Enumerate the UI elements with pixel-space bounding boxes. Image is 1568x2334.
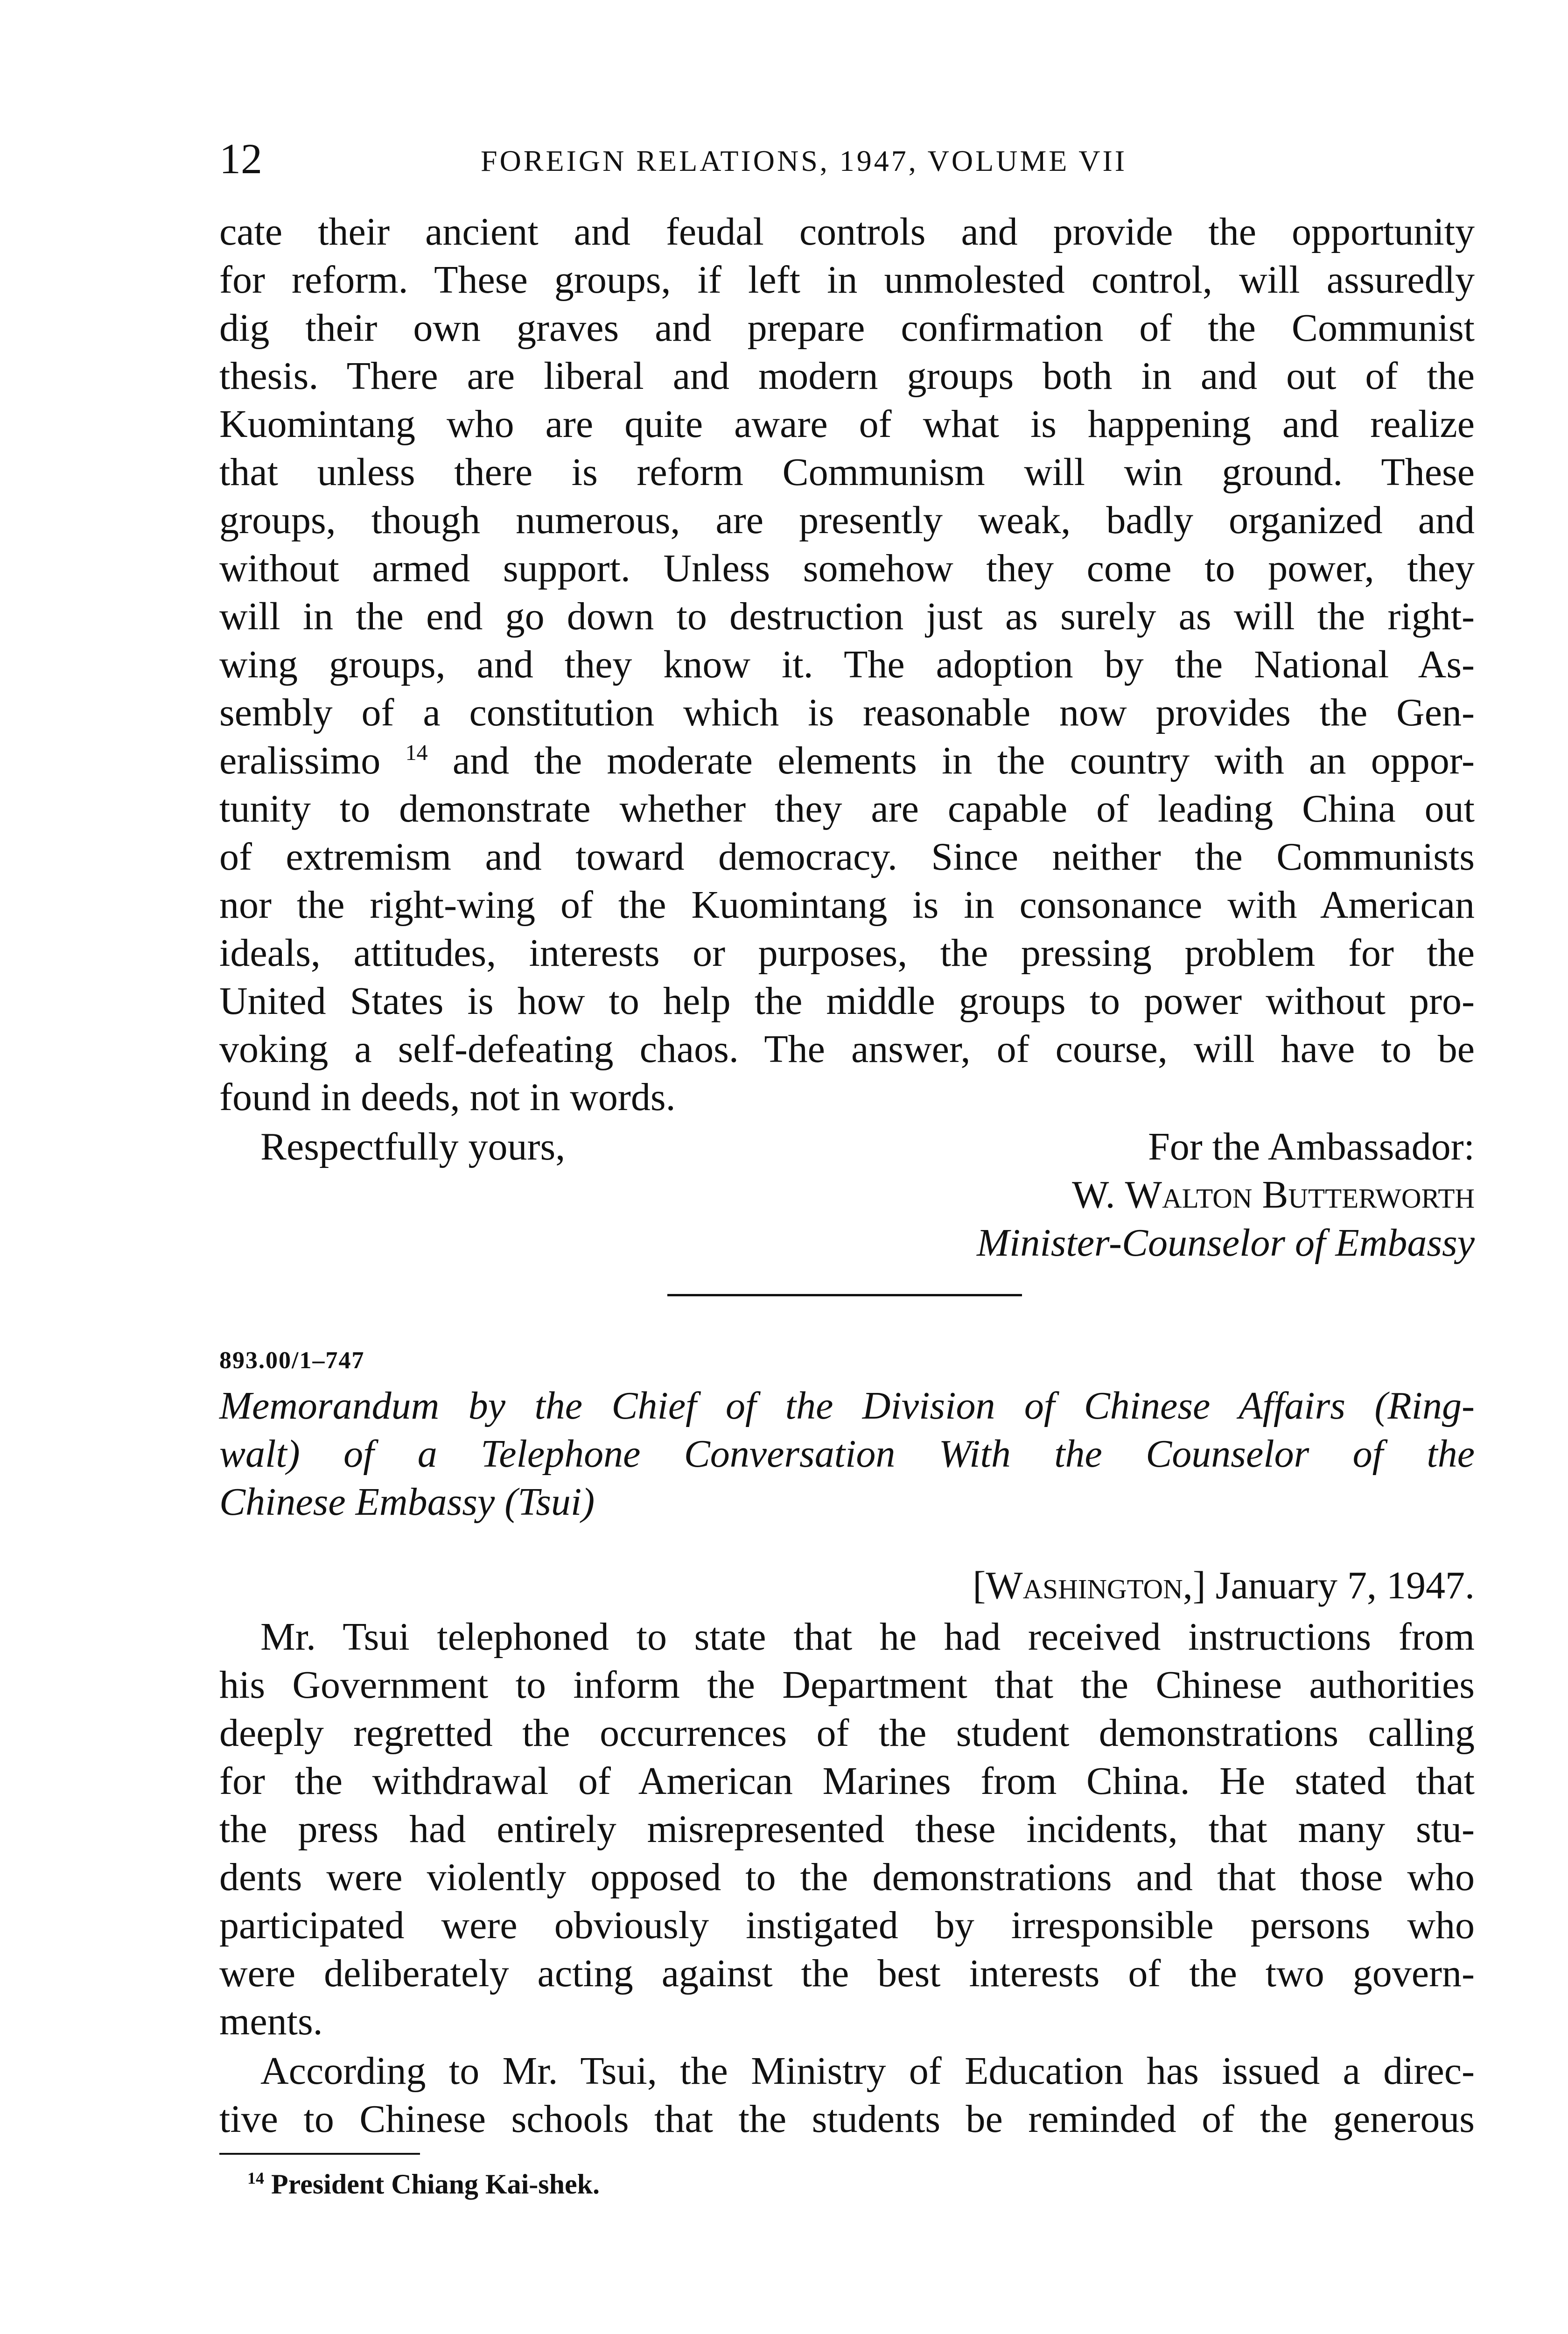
footnote-reference: 14 <box>405 740 428 765</box>
running-title: FOREIGN RELATIONS, 1947, VOLUME VII <box>481 144 1127 177</box>
text-fragment: eralissimo <box>219 739 381 782</box>
running-header <box>219 133 1479 184</box>
title-line: Memorandum by the Chief of the Division of Chinese Affairs (Ring- <box>219 1384 1475 1427</box>
text-line: dig their own graves and prepare confirmation of the Communist <box>219 306 1475 350</box>
text-line: According to Mr. Tsui, the Ministry of Education has issued a direc- <box>260 2049 1475 2093</box>
section-divider <box>667 1294 1022 1296</box>
text-line: United States is how to help the middle groups to power without pro- <box>219 979 1475 1023</box>
text-line: tive to Chinese schools that the students be reminded of the generous <box>219 2097 1475 2141</box>
memo-paragraph-2 <box>219 2047 1475 2143</box>
footnote-text: President Chiang Kai-shek. <box>271 2169 600 2200</box>
text-line: ideals, attitudes, interests or purposes, the pressing problem for the <box>219 931 1475 975</box>
text-line: for reform. These groups, if left in unmolested control, will assuredly <box>219 258 1475 302</box>
signer-title: Minister-Counselor of Embassy <box>977 1221 1475 1265</box>
text-line: sembly of a constitution which is reasonable now provides the Gen- <box>219 691 1475 734</box>
text-fragment: and the moderate elements in the country with an oppor- <box>452 739 1475 782</box>
text-line: of extremism and toward democracy. Since neither the Communists <box>219 835 1475 879</box>
closing-salutation: Respectfully yours, <box>260 1125 566 1168</box>
text-line: wing groups, and they know it. The adoption by the National As- <box>219 643 1475 686</box>
text-line: Kuomintang who are quite aware of what is happening and realize <box>219 402 1475 446</box>
memo-paragraph-1 <box>219 1613 1475 2046</box>
text-line: nor the right-wing of the Kuomintang is in consonance with American <box>219 883 1475 927</box>
text-line: dents were violently opposed to the demonstrations and that those who <box>219 1856 1475 1899</box>
text-line: without armed support. Unless somehow they come to power, they <box>219 547 1475 590</box>
text-line: found in deeds, not in words. <box>219 1076 676 1119</box>
title-line: walt) of a Telephone Conversation With the Counselor of the <box>219 1432 1475 1476</box>
text-line: cate their ancient and feudal controls and provide the opportunity <box>219 210 1475 253</box>
text-line: for the withdrawal of American Marines from China. He stated that <box>219 1759 1475 1803</box>
title-line: Chinese Embassy (Tsui) <box>219 1480 595 1524</box>
text-line: ments. <box>219 2000 323 2043</box>
text-line: his Government to inform the Department that the Chinese authorities <box>219 1663 1475 1707</box>
footnote-number: 14 <box>247 2169 264 2187</box>
letter-closing <box>219 1123 1475 1267</box>
text-line: the press had entirely misrepresented these incidents, that many stu- <box>219 1807 1475 1851</box>
footnote-divider <box>219 2153 420 2155</box>
letter-body <box>219 208 1475 1121</box>
signature-name: W. Walton Butterworth <box>1072 1173 1475 1216</box>
text-line: participated were obviously instigated by irresponsible persons who <box>219 1904 1475 1947</box>
page-number: 12 <box>219 135 262 183</box>
text-line: groups, though numerous, are presently weak, badly organized and <box>219 499 1475 542</box>
text-line: tunity to demonstrate whether they are capable of leading China out <box>219 787 1475 830</box>
for-ambassador: For the Ambassador: <box>1148 1125 1475 1168</box>
text-line: will in the end go down to destruction just as surely as will the right- <box>219 595 1475 638</box>
text-line: that unless there is reform Communism will win ground. These <box>219 450 1475 494</box>
dateline: [Washington,] January 7, 1947. <box>973 1564 1475 1607</box>
footnote <box>247 2168 600 2200</box>
text-line: were deliberately acting against the best interests of the two govern- <box>219 1952 1475 1995</box>
memo-title <box>219 1382 1475 1526</box>
text-line: Mr. Tsui telephoned to state that he had received instructions from <box>260 1615 1475 1659</box>
text-line: voking a self-defeating chaos. The answer, of course, will have to be <box>219 1027 1475 1071</box>
text-line: deeply regretted the occurrences of the student demonstrations calling <box>219 1711 1475 1755</box>
text-line: thesis. There are liberal and modern groups both in and out of the <box>219 354 1475 398</box>
file-number: 893.00/1–747 <box>219 1347 365 1374</box>
text-line-with-footnote <box>219 737 1475 785</box>
